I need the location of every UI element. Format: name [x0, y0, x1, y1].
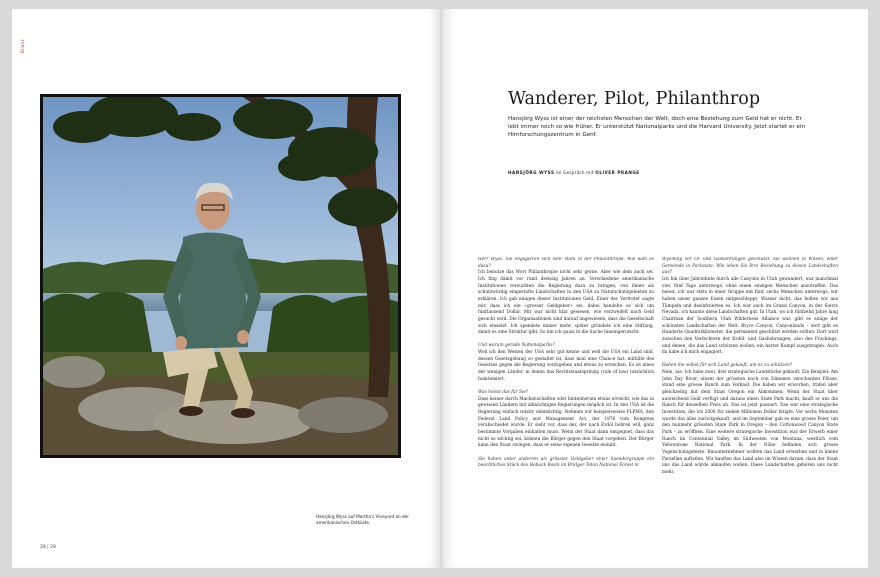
portrait-photo — [40, 94, 401, 458]
question: Wyoming vor Öl- und Gasbohrungen geschützt. Sie wohnen in Wilson, einer Gemeinde in Parkstate. Wie leben Sie Ihre Beziehung zu diesen Landschaften aus? — [662, 257, 838, 276]
magazine-spread — [12, 9, 868, 568]
photo-caption: Hansjörg Wyss auf Martha's Vineyard an der amerikanischen Ostküste. — [316, 514, 409, 525]
page-numbers: 28 | 29 — [40, 545, 56, 550]
article-title: Wanderer, Pilot, Philanthrop — [508, 89, 761, 109]
question: Und warum gerade Nationalparks? — [478, 343, 555, 349]
question: Haben Sie selbst für sich Land gekauft, um es zu schützen? — [662, 363, 793, 369]
answer: Nein, nie. Ich habe zwei, drei strategische Landstücke gekauft. Ein Beispiel: Am John Day River, einem der grössten noch von Dämmen verschonten Flüsse, stand eine grosse Ranch zum Verkauf. Die haben wir erworben, trafen aber gleichzeitig mit dem Staat Oregon ein Abkommen: Wenn der Staat über ausreichend Geld verfügt und daraus einen State Park macht, kauft er uns die Ranch für denselben Preis ab. Das ist jetzt passiert. Das war eine strategische Investition, die ich 2008 für sieben Millionen Dollar tätigte. Vor sechs Monaten wurde das alles zurückgekauft, und im September gab es eine grosse Feier, um den nunmehr grössten State Park in Oregon – den Cottonwood Canyon State Park – zu eröffnen. Eine weitere strategische Investition war der Erwerb einer Ranch im Centennial Valley im Südwesten von Montana, westlich vom Yellowstone National Park. In der Nähe befinden sich grosse Vogelschutzgebiete. Bauunternehmer wollten das Land erwerben und in kleine Parzellen aufteilen. Wir kauften das Land also im Wissen darum, dass der Staat uns das Land würde abkaufen wollen. Diese Landschaften gehören uns nicht mehr, — [662, 370, 838, 475]
qa-block — [478, 457, 654, 470]
byline-name: HANSJÖRG WYSS — [508, 170, 555, 175]
qa-block — [662, 363, 838, 476]
answer: Dass keiner durch Machenschaften oder hintenherum etwas erreicht, wie das in gewissen Ländern mit allmächtigen Regierungen möglich ist. In den USA ist die Regierung einfach relativ ohnmächtig. Nehmen wir beispielsweise FLPMA, den Federal Land Policy and Management Act, der 1976 vom Kongress verabschiedet wurde. Er sieht vor, dass der, der nach Erdöl bohren will, ganz bestimmte Vorgaben einhalten muss. Wenn der Staat dann entgegnet, dass das nicht so wichtig sei, können die Bürger gegen den Staat vorgehen. Der Bürger kann den Staat zwingen, dass er seine eigenen Gesetze einhält. — [478, 396, 654, 449]
left-page — [12, 9, 440, 568]
text-column-2 — [662, 257, 838, 537]
qa-block — [478, 257, 654, 337]
qa-block — [662, 257, 838, 357]
portrait-photo-illustration — [43, 97, 398, 455]
byline-interviewer: OLIVER PRANGE — [595, 170, 640, 175]
right-page — [442, 9, 868, 568]
text-column-1 — [478, 257, 654, 537]
qa-block — [478, 390, 654, 450]
answer: Ich benutze das Wort Philanthropie nicht sehr gerne. Aber wie dem auch sei. Ich fing damit vor rund dreissig Jahren an. Verschiedene amerikanische Institutionen versuchten die Regierung dazu zu bringen, von ihnen als schutzwürdig eingestufte Landschaften in den USA zu Naturschutzgebieten zu erklären. Ich gab einigen dieser Institutionen Geld. Einer der Vertreter sagte mir, dass ich ein «grosser Geldgeber» sei, dabei handelte es sich um fünftausend Dollar. Mir war nicht klar gewesen, wie verzweifelt nach Geld gesucht wird. Die Organisationen sind darauf angewiesen, dass die Gesellschaft sich einsetzt. Ich spendete immer mehr, später gründete ich eine Stiftung, damit es eine Struktur gibt. So bin ich quasi in die Sache hineingerutscht. — [478, 270, 654, 336]
question: Herr Wyss, Sie engagieren sich sehr stark in der Philanthropie. Wie kam es dazu? — [478, 257, 654, 269]
answer: Ich bin über Jahrzehnte durch alle Canyons in Utah gewandert, war manchmal vier, fünf Tage unterwegs, ohne einen einzigen Menschen anzutreffen. Das heisst, ich war stets in einer Gruppe mit fünf, sechs Menschen unterwegs, wir haben unser ganzes Essen mitgeschleppt. Wasser nicht, das holten wir aus Tümpeln und desinfizierten es. Ich war auch im Grand Canyon, in der Sierra Nevada, ich kannte diese Landschaften gut. In Utah, wo ich fünfzehn Jahre lang Chairman der Southern Utah Wilderness Alliance war, gibt es einige der schönsten Landschaften der Welt. Bryce Canyon, Canyonlands – dort gibt es Hunderte Quadratkilometer, die permanent geschützt werden sollten. Dort wird zwischen den Verfechtern der Erdöl- und Gasbohrungen, also des Frackings, und denen, die das Land schützen wollen, ein harter Kampf ausgetragen. Auch da habe ich mich engagiert. — [662, 276, 838, 356]
byline-middle: im Gespräch mit — [554, 170, 596, 175]
issue-tag: Bilanz — [20, 39, 25, 53]
question: Was heisst das für Sie? — [478, 390, 529, 395]
article-byline — [508, 170, 808, 175]
qa-block — [478, 343, 654, 383]
question: Sie haben unter anderem als grösster Geldgeber einer Spendergruppe ein beachtliches Stück des Hoback Basin im Bridger-Teton National Forest in — [478, 456, 654, 469]
article-lead: Hansjörg Wyss ist einer der reichsten Menschen der Welt, doch eine Beziehung zum Geld hat er nicht. Er lebt immer noch so wie früher. Er unterstützt Nationalparks und die Harvard University. Jetzt startet er ein Hirnforschungszentrum in Genf. — [508, 116, 805, 139]
answer: Weil ich den Westen der USA sehr gut kenne und weil die USA ein Land sind, dessen Gesetzgebung so gestaltet ist, dass man eine Chance hat, mithilfe des Gesetzes gegen die Regierung vorzugehen und etwas zu erreichen. Es ist eines der wenigen Länder, in denen das Rechtsstaatsprinzip (rule of law) tatsächlich funktioniert. — [478, 350, 654, 382]
